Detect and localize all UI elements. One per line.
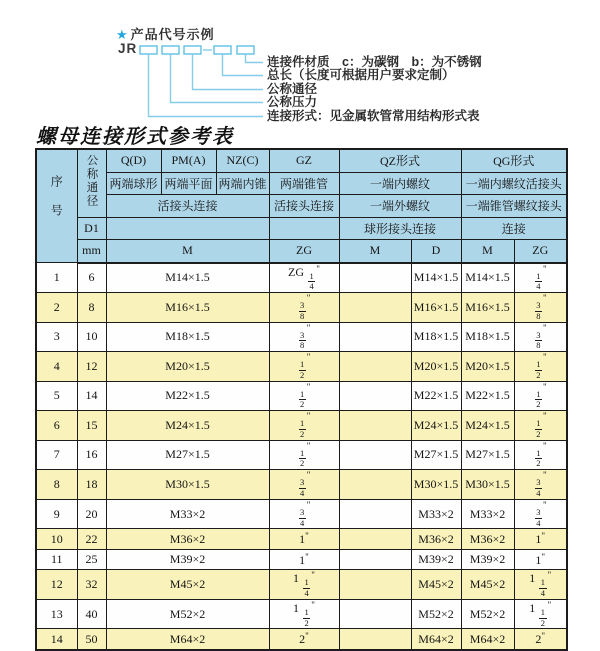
cell-seq: 2 [36, 293, 77, 323]
cell-qg-zg: $\frac{1}{2}$ " [514, 352, 567, 382]
cell-mm: 14 [77, 381, 106, 411]
cell-zg: 2" [269, 629, 339, 650]
header-qg-unit2: ZG [514, 240, 567, 263]
cell-qz-d: M39×2 [411, 549, 461, 570]
cell-qz-m [339, 352, 411, 382]
header-pm-desc: 两端平面 [161, 172, 216, 195]
cell-qz-m [339, 499, 411, 529]
cell-m: M18×1.5 [106, 322, 269, 352]
code-box [162, 46, 179, 54]
cell-seq: 3 [36, 322, 77, 352]
cell-m: M52×2 [106, 599, 269, 629]
cell-m: M39×2 [106, 549, 269, 570]
cell-qg-m: M36×2 [461, 529, 514, 550]
header-qpmnz-conn: 活接头连接 [106, 195, 269, 218]
code-box [237, 46, 254, 54]
cell-m: M20×1.5 [106, 352, 269, 382]
cell-zg: 1" [269, 549, 339, 570]
cell-qz-d: M64×2 [411, 629, 461, 650]
cell-qg-zg: 2" [514, 629, 567, 650]
header-qg-code: QG形式 [461, 149, 567, 172]
header-q-desc: 两端球形 [106, 172, 161, 195]
table-row [36, 629, 567, 650]
cell-mm: 50 [77, 629, 106, 650]
cell-m: M36×2 [106, 529, 269, 550]
cell-seq: 7 [36, 440, 77, 470]
cell-qz-d: M18×1.5 [411, 322, 461, 352]
cell-mm: 10 [77, 322, 106, 352]
cell-qg-zg: $\frac{1}{2}$ " [514, 381, 567, 411]
cell-seq: 14 [36, 629, 77, 650]
cell-qg-m: M18×1.5 [461, 322, 514, 352]
cell-zg: 1 $\frac{1}{2}$ " [269, 599, 339, 629]
leader-line [149, 54, 264, 117]
header-qz-desc1: 一端内螺纹 [339, 172, 461, 195]
cell-zg: $\frac{3}{8}$ " [269, 293, 339, 323]
header-empty-qpmnz [106, 217, 269, 240]
cell-qz-m [339, 570, 411, 600]
cell-seq: 6 [36, 411, 77, 441]
table-row [36, 263, 567, 293]
header-d1: D1 [77, 217, 106, 240]
cell-m: M30×1.5 [106, 470, 269, 500]
cell-mm: 32 [77, 570, 106, 600]
cell-mm: 8 [77, 293, 106, 323]
header-qg-unit1: M [461, 240, 514, 263]
cell-seq: 12 [36, 570, 77, 600]
cell-zg: ZG $\frac{1}{4}$ " [269, 263, 339, 293]
leader-line [246, 54, 264, 63]
label-connection-form: 连接形式：见金属软管常用结构形式表 [267, 109, 480, 123]
header-qpmnz-unit: M [106, 240, 269, 263]
table-row [36, 529, 567, 550]
header-gz-conn: 活接头连接 [269, 195, 339, 218]
code-box [140, 46, 157, 54]
cell-seq: 9 [36, 499, 77, 529]
cell-qg-m: M52×2 [461, 599, 514, 629]
cell-qz-d: M36×2 [411, 529, 461, 550]
cell-qz-d: M16×1.5 [411, 293, 461, 323]
cell-mm: 15 [77, 411, 106, 441]
table-row [36, 549, 567, 570]
product-code-example-label: 产品代号示例 [130, 27, 215, 42]
cell-seq: 1 [36, 263, 77, 293]
header-mm: mm [77, 240, 106, 263]
header-qz-conn: 球形接头连接 [339, 217, 461, 240]
cell-zg: 1 $\frac{1}{4}$ " [269, 570, 339, 600]
cell-qg-m: M39×2 [461, 549, 514, 570]
leader-line [171, 54, 264, 103]
leader-line [193, 54, 264, 90]
cell-seq: 10 [36, 529, 77, 550]
cell-zg: $\frac{1}{2}$ " [269, 381, 339, 411]
cell-qg-m: M20×1.5 [461, 352, 514, 382]
table-row [36, 411, 567, 441]
table-row [36, 322, 567, 352]
header-qz-desc2: 一端外螺纹 [339, 195, 461, 218]
cell-mm: 22 [77, 529, 106, 550]
header-pm-code: PM(A) [161, 149, 216, 172]
cell-seq: 11 [36, 549, 77, 570]
header-gz-desc: 两端锥管 [269, 172, 339, 195]
cell-qg-zg: $\frac{3}{4}$ " [514, 499, 567, 529]
cell-zg: $\frac{3}{4}$ " [269, 499, 339, 529]
header-qz-code: QZ形式 [339, 149, 461, 172]
cell-qz-m [339, 629, 411, 650]
header-gz-code: GZ [269, 149, 339, 172]
cell-m: M27×1.5 [106, 440, 269, 470]
cell-qz-m [339, 440, 411, 470]
cell-qz-d: M27×1.5 [411, 440, 461, 470]
table-row [36, 293, 567, 323]
header-row-3 [36, 195, 567, 218]
cell-qg-zg: $\frac{3}{8}$ " [514, 293, 567, 323]
cell-zg: $\frac{3}{8}$ " [269, 322, 339, 352]
cell-m: M14×1.5 [106, 263, 269, 293]
label-nominal-pressure: 公称压力 [267, 95, 318, 109]
star-icon: ★ [116, 27, 129, 42]
header-qg-conn: 连接 [461, 217, 567, 240]
cell-qz-d: M24×1.5 [411, 411, 461, 441]
cell-qz-m [339, 322, 411, 352]
cell-qg-zg: 1" [514, 529, 567, 550]
cell-qz-d: M20×1.5 [411, 352, 461, 382]
cell-zg: $\frac{1}{2}$ " [269, 352, 339, 382]
cell-mm: 18 [77, 470, 106, 500]
cell-mm: 16 [77, 440, 106, 470]
header-seq: 序号 [36, 149, 77, 263]
table-row [36, 352, 567, 382]
header-row-2 [36, 172, 567, 195]
cell-qz-m [339, 381, 411, 411]
cell-qg-zg: 1 $\frac{1}{2}$ " [514, 599, 567, 629]
cell-mm: 25 [77, 549, 106, 570]
header-gz-unit: ZG [269, 240, 339, 263]
header-qg-desc1: 一端内螺纹活接头 [461, 172, 567, 195]
cell-qg-m: M64×2 [461, 629, 514, 650]
table-row [36, 440, 567, 470]
cell-qz-d: M33×2 [411, 499, 461, 529]
cell-qg-m: M30×1.5 [461, 470, 514, 500]
header-nz-desc: 两端内锥 [216, 172, 269, 195]
nut-connection-reference-table [35, 148, 568, 651]
cell-qg-m: M45×2 [461, 570, 514, 600]
header-row-4 [36, 217, 567, 240]
cell-qg-m: M24×1.5 [461, 411, 514, 441]
cell-m: M45×2 [106, 570, 269, 600]
cell-seq: 8 [36, 470, 77, 500]
header-qz-unit2: D [411, 240, 461, 263]
cell-qz-m [339, 293, 411, 323]
cell-mm: 40 [77, 599, 106, 629]
cell-seq: 13 [36, 599, 77, 629]
header-empty-gz [269, 217, 339, 240]
cell-qz-m [339, 549, 411, 570]
cell-seq: 5 [36, 381, 77, 411]
cell-qg-m: M33×2 [461, 499, 514, 529]
cell-qg-m: M16×1.5 [461, 293, 514, 323]
cell-m: M24×1.5 [106, 411, 269, 441]
cell-qz-m [339, 529, 411, 550]
table-row [36, 599, 567, 629]
cell-qg-zg: $\frac{3}{8}$ " [514, 322, 567, 352]
table-row [36, 470, 567, 500]
label-nominal-diameter: 公称通径 [267, 82, 318, 96]
code-box [184, 46, 201, 54]
leader-line [223, 54, 264, 76]
table-row [36, 570, 567, 600]
cell-m: M64×2 [106, 629, 269, 650]
header-q-code: Q(D) [106, 149, 161, 172]
cell-qg-zg: $\frac{3}{4}$ " [514, 470, 567, 500]
header-qz-unit1: M [339, 240, 411, 263]
cell-qz-m [339, 599, 411, 629]
cell-qg-m: M14×1.5 [461, 263, 514, 293]
cell-m: M22×1.5 [106, 381, 269, 411]
cell-qg-zg: 1" [514, 549, 567, 570]
code-prefix: JR [118, 41, 138, 56]
table-row [36, 499, 567, 529]
cell-qg-m: M27×1.5 [461, 440, 514, 470]
cell-zg: 1" [269, 529, 339, 550]
header-qg-desc2: 一端锥管螺纹接头 [461, 195, 567, 218]
code-box [214, 46, 231, 54]
cell-qz-d: M22×1.5 [411, 381, 461, 411]
cell-qg-zg: 1 $\frac{1}{4}$ " [514, 570, 567, 600]
cell-mm: 20 [77, 499, 106, 529]
label-material: 连接件材质 c：为碳钢 b：为不锈钢 [267, 55, 482, 69]
table-title: 螺母连接形式参考表 [36, 124, 234, 148]
header-nz-code: NZ(C) [216, 149, 269, 172]
cell-zg: $\frac{3}{4}$ " [269, 470, 339, 500]
header-row-1 [36, 149, 567, 172]
cell-qz-d: M14×1.5 [411, 263, 461, 293]
cell-qg-m: M22×1.5 [461, 381, 514, 411]
header-row-5 [36, 240, 567, 263]
cell-qg-zg: $\frac{1}{2}$ " [514, 440, 567, 470]
cell-mm: 6 [77, 263, 106, 293]
cell-qg-zg: $\frac{1}{2}$ " [514, 411, 567, 441]
cell-qz-d: M30×1.5 [411, 470, 461, 500]
cell-qz-d: M52×2 [411, 599, 461, 629]
cell-zg: $\frac{1}{2}$ " [269, 440, 339, 470]
cell-qz-m [339, 263, 411, 293]
table-row [36, 381, 567, 411]
cell-m: M16×1.5 [106, 293, 269, 323]
cell-qz-m [339, 470, 411, 500]
label-total-length: 总长（长度可根据用户要求定制） [267, 68, 455, 82]
cell-mm: 12 [77, 352, 106, 382]
cell-qz-d: M45×2 [411, 570, 461, 600]
cell-qg-zg: $\frac{1}{4}$ " [514, 263, 567, 293]
header-nominal-diameter: 公称通径 [77, 149, 106, 217]
cell-qz-m [339, 411, 411, 441]
cell-m: M33×2 [106, 499, 269, 529]
cell-zg: $\frac{1}{2}$ " [269, 411, 339, 441]
cell-seq: 4 [36, 352, 77, 382]
